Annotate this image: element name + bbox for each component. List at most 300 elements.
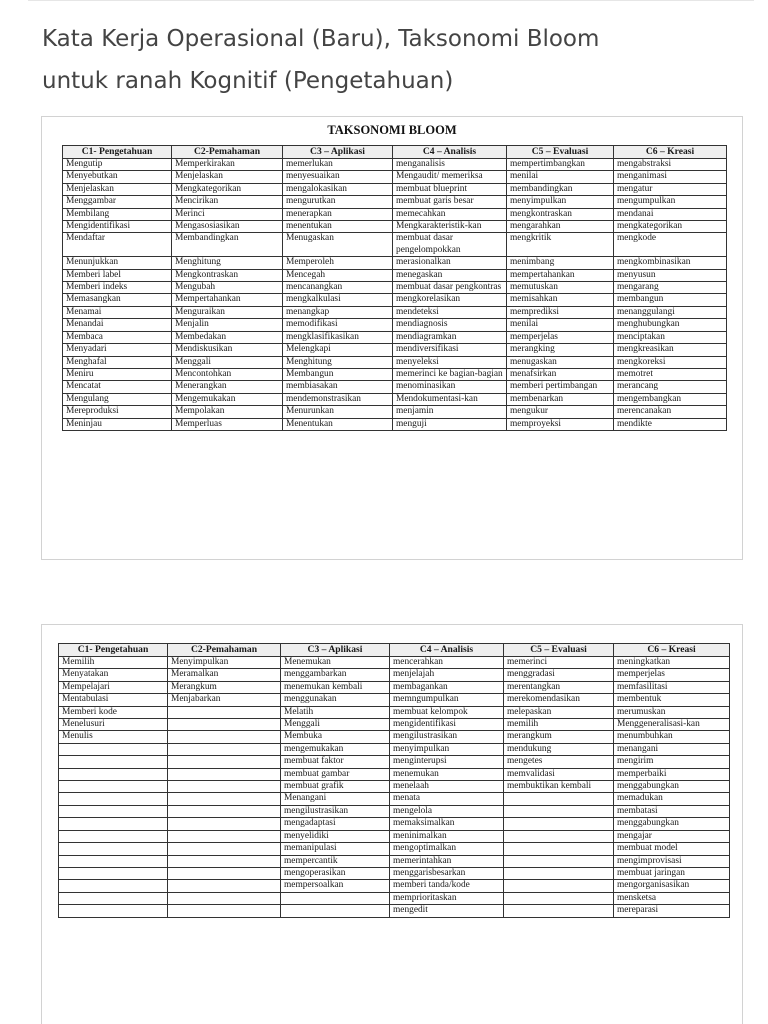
table-cell: menangkap (283, 306, 393, 318)
table-row (59, 830, 730, 842)
table-cell (59, 805, 168, 817)
table-cell: membuktikan kembali (504, 781, 614, 793)
table-cell (59, 793, 168, 805)
table-cell: memerlukan (283, 159, 393, 171)
table-row (59, 781, 730, 793)
table-row (63, 306, 727, 318)
table-cell: memadukan (614, 793, 730, 805)
table-cell: memerintahkan (390, 855, 504, 867)
table-cell (168, 905, 281, 917)
table-cell: merasionalkan (393, 257, 507, 269)
table-cell (504, 905, 614, 917)
table-cell: Mengutip (63, 159, 172, 171)
table-cell: membuat dasar pengelompokkan (393, 233, 507, 257)
table-cell: Menyatakan (59, 669, 168, 681)
table-cell: Mengemukakan (172, 393, 283, 405)
table-cell: Merinci (172, 208, 283, 220)
table-cell: menyesuaikan (283, 171, 393, 183)
table-cell: membuat grafik (281, 781, 390, 793)
table-cell: menominasikan (393, 381, 507, 393)
table-row (59, 719, 730, 731)
column-header: C5 – Evaluasi (507, 146, 614, 159)
table-cell: Menerangkan (172, 381, 283, 393)
table-cell: Menyimpulkan (168, 657, 281, 669)
table-cell: merentangkan (504, 681, 614, 693)
table-cell: mengoptimalkan (390, 843, 504, 855)
table-cell: menyeleksi (393, 356, 507, 368)
table-cell: mengetes (504, 756, 614, 768)
table-cell: Membilang (63, 208, 172, 220)
table-row (63, 381, 727, 393)
table-cell: mengemukakan (281, 743, 390, 755)
table-cell: menggunakan (281, 694, 390, 706)
table-row (63, 331, 727, 343)
table-row (63, 196, 727, 208)
table-cell: mempersoalkan (281, 880, 390, 892)
column-header: C6 – Kreasi (614, 146, 727, 159)
top-divider (28, 0, 754, 1)
table-cell: menyelidiki (281, 830, 390, 842)
table-cell (168, 781, 281, 793)
table-cell: mendanai (614, 208, 727, 220)
table-cell: membagankan (390, 681, 504, 693)
table-cell: Menjabarkan (168, 694, 281, 706)
column-header: C4 – Analisis (393, 146, 507, 159)
table-cell: menganalisis (393, 159, 507, 171)
table-cell: mendiversifikasi (393, 344, 507, 356)
table-cell: menggarisbesarkan (390, 867, 504, 879)
table-cell: menanggulangi (614, 306, 727, 318)
table-cell: memproyeksi (507, 418, 614, 430)
table-cell: menjelajah (390, 669, 504, 681)
table-cell: memisahkan (507, 294, 614, 306)
table-cell: Mengidentifikasi (63, 221, 172, 233)
table-cell: Mempolakan (172, 406, 283, 418)
table-row (59, 694, 730, 706)
table-cell: mendukung (504, 743, 614, 755)
table-cell (59, 818, 168, 830)
table-cell: Menggali (172, 356, 283, 368)
table-cell: Menamai (63, 306, 172, 318)
table-cell: membuat model (614, 843, 730, 855)
column-header: C2-Pemahaman (168, 644, 281, 657)
table-row (59, 768, 730, 780)
table-cell: mengukur (507, 406, 614, 418)
table-cell: Melengkapi (283, 344, 393, 356)
table-cell: mengadaptasi (281, 818, 390, 830)
table-cell: Menandai (63, 319, 172, 331)
table-cell: memperbaiki (614, 768, 730, 780)
column-header: C3 – Aplikasi (283, 146, 393, 159)
table-cell (504, 855, 614, 867)
table-cell: memperjelas (507, 331, 614, 343)
table-row (63, 171, 727, 183)
table-cell: mengklasifikasikan (283, 331, 393, 343)
table-row (63, 183, 727, 195)
column-header: C3 – Aplikasi (281, 644, 390, 657)
table-cell: mendiagnosis (393, 319, 507, 331)
bloom-taxonomy-image-2 (41, 624, 743, 1024)
table-cell: mengatur (614, 183, 727, 195)
table-cell: Mengulang (63, 393, 172, 405)
table-cell: menilai (507, 319, 614, 331)
table-cell: menemukan (390, 768, 504, 780)
table-cell: mengkalkulasi (283, 294, 393, 306)
table-cell: menerapkan (283, 208, 393, 220)
table-cell: menjamin (393, 406, 507, 418)
table-cell (168, 867, 281, 879)
table-cell: membangun (614, 294, 727, 306)
table-cell: memvalidasi (504, 768, 614, 780)
table-cell: Memperluas (172, 418, 283, 430)
table-cell: mengumpulkan (614, 196, 727, 208)
table-cell: Mendokumentasi-kan (393, 393, 507, 405)
table-cell: menentukan (283, 221, 393, 233)
table-cell (504, 793, 614, 805)
table-cell: mengkombinasikan (614, 257, 727, 269)
table-row (59, 843, 730, 855)
table-cell: menugaskan (507, 356, 614, 368)
table-cell: memberi pertimbangan (507, 381, 614, 393)
table-cell: mengedit (390, 905, 504, 917)
table-cell: Memperoleh (283, 257, 393, 269)
table-cell: mengabstraksi (614, 159, 727, 171)
table-cell: menafsirkan (507, 368, 614, 380)
table-cell (168, 843, 281, 855)
table-cell: Menggali (281, 719, 390, 731)
table-cell: Menggambar (63, 196, 172, 208)
table-cell (59, 768, 168, 780)
table-cell: Membedakan (172, 331, 283, 343)
table-cell (168, 805, 281, 817)
table-cell: merangkum (504, 731, 614, 743)
table-cell: mensketsa (614, 892, 730, 904)
table-cell: memodifikasi (283, 319, 393, 331)
table-cell: Mendiskusikan (172, 344, 283, 356)
table-cell: Merangkum (168, 681, 281, 693)
table-row (63, 257, 727, 269)
table-cell: Membuka (281, 731, 390, 743)
table-cell (281, 892, 390, 904)
table-cell: menghubungkan (614, 319, 727, 331)
table-cell: Mencegah (283, 269, 393, 281)
table-cell (168, 818, 281, 830)
table-cell: mencanangkan (283, 282, 393, 294)
table-cell: meninimalkan (390, 830, 504, 842)
table-cell: mengurutkan (283, 196, 393, 208)
table-cell: memfasilitasi (614, 681, 730, 693)
table-cell: Memberi kode (59, 706, 168, 718)
column-header: C4 – Analisis (390, 644, 504, 657)
table-row (59, 793, 730, 805)
column-header: C6 – Kreasi (614, 644, 730, 657)
table-cell: memanipulasi (281, 843, 390, 855)
table-cell: mengkoreksi (614, 356, 727, 368)
table-row (63, 344, 727, 356)
table-cell (168, 855, 281, 867)
table-cell: Menghitung (283, 356, 393, 368)
table-row (63, 393, 727, 405)
table-cell: mempertimbangkan (507, 159, 614, 171)
table-cell: mendiagramkan (393, 331, 507, 343)
page-title-line-2: untuk ranah Kognitif (Pengetahuan) (42, 68, 454, 94)
table-cell: Menurunkan (283, 406, 393, 418)
table-cell (59, 880, 168, 892)
table-cell (504, 892, 614, 904)
table-row (59, 669, 730, 681)
table-cell (168, 743, 281, 755)
table-cell: Menghafal (63, 356, 172, 368)
table-row (63, 233, 727, 257)
table-cell: mendeteksi (393, 306, 507, 318)
bloom-taxonomy-image-1 (41, 116, 743, 560)
table-cell: memngumpulkan (390, 694, 504, 706)
table-cell (59, 867, 168, 879)
table-cell: mengkritik (507, 233, 614, 257)
table-cell: Membandingkan (172, 233, 283, 257)
table-cell: memotret (614, 368, 727, 380)
table-title: TAKSONOMI BLOOM (327, 123, 457, 137)
table-cell (59, 855, 168, 867)
table-cell (281, 905, 390, 917)
table-cell: menganimasi (614, 171, 727, 183)
table-cell: memerinci (504, 657, 614, 669)
table-row (63, 319, 727, 331)
table-row (63, 294, 727, 306)
table-row (59, 681, 730, 693)
table-cell: Mengubah (172, 282, 283, 294)
table-cell: membiasakan (283, 381, 393, 393)
table-cell: mendemonstrasikan (283, 393, 393, 405)
table-row (63, 418, 727, 430)
table-cell: mereparasi (614, 905, 730, 917)
table-cell: membenarkan (507, 393, 614, 405)
table-row (63, 208, 727, 220)
column-header: C1- Pengetahuan (59, 644, 168, 657)
table-cell: menemukan kembali (281, 681, 390, 693)
table-cell: Menemukan (281, 657, 390, 669)
table-cell: membuat faktor (281, 756, 390, 768)
table-cell: merumuskan (614, 706, 730, 718)
table-cell (59, 843, 168, 855)
table-cell: memerinci ke bagian-bagian (393, 368, 507, 380)
table-row (59, 892, 730, 904)
table-cell: merencanakan (614, 406, 727, 418)
table-row (63, 221, 727, 233)
table-cell: menilai (507, 171, 614, 183)
table-row (59, 731, 730, 743)
table-cell (168, 731, 281, 743)
table-cell: menggabungkan (614, 781, 730, 793)
table-cell: Menunjukkan (63, 257, 172, 269)
table-row (63, 356, 727, 368)
table-cell: merekomendasikan (504, 694, 614, 706)
table-cell: mengorganisasikan (614, 880, 730, 892)
column-header: C1- Pengetahuan (63, 146, 172, 159)
table-cell: Mengaudit/ memeriksa (393, 171, 507, 183)
table-cell: mengkorelasikan (393, 294, 507, 306)
table-row (63, 269, 727, 281)
table-cell: Mencatat (63, 381, 172, 393)
table-header-row (59, 644, 730, 657)
table-cell: menggambarkan (281, 669, 390, 681)
table-cell: Menjelaskan (63, 183, 172, 195)
table-row (59, 905, 730, 917)
table-cell: Memberi label (63, 269, 172, 281)
table-cell: memprediksi (507, 306, 614, 318)
table-cell: mengkategorikan (614, 221, 727, 233)
table-cell: menggradasi (504, 669, 614, 681)
table-cell: Mengasosiasikan (172, 221, 283, 233)
table-cell: membuat jaringan (614, 867, 730, 879)
table-cell: Membangun (283, 368, 393, 380)
table-cell: mendikte (614, 418, 727, 430)
table-cell: memutuskan (507, 282, 614, 294)
table-cell: mengembangkan (614, 393, 727, 405)
table-cell (504, 805, 614, 817)
bloom-taxonomy-table-1 (62, 145, 727, 431)
table-cell (59, 743, 168, 755)
page-title (42, 18, 742, 102)
table-cell: Menyadari (63, 344, 172, 356)
table-cell (504, 880, 614, 892)
table-cell: menyimpulkan (507, 196, 614, 208)
table-row (63, 159, 727, 171)
table-cell: menginterupsi (390, 756, 504, 768)
table-cell: Menggeneralisasi-kan (614, 719, 730, 731)
table-row (59, 855, 730, 867)
table-cell: Memasangkan (63, 294, 172, 306)
table-cell: Menulis (59, 731, 168, 743)
table-cell (168, 830, 281, 842)
table-cell: mengidentifikasi (390, 719, 504, 731)
table-cell: Mencontohkan (172, 368, 283, 380)
table-row (59, 818, 730, 830)
table-cell: Menelusuri (59, 719, 168, 731)
table-cell: menguji (393, 418, 507, 430)
table-cell: menyusun (614, 269, 727, 281)
table-cell: Mendaftar (63, 233, 172, 257)
table-cell: Memilih (59, 657, 168, 669)
table-cell (168, 768, 281, 780)
bloom-taxonomy-table-2 (58, 643, 730, 918)
table-row (59, 880, 730, 892)
table-cell: Meramalkan (168, 669, 281, 681)
table-cell (168, 719, 281, 731)
table-cell (59, 892, 168, 904)
table-cell: menelaah (390, 781, 504, 793)
table-cell (168, 793, 281, 805)
table-row (63, 282, 727, 294)
table-row (59, 657, 730, 669)
table-cell (504, 830, 614, 842)
table-cell: Mentabulasi (59, 694, 168, 706)
table-cell: Mempertahankan (172, 294, 283, 306)
column-header: C2-Pemahaman (172, 146, 283, 159)
table-cell: Menentukan (283, 418, 393, 430)
table-cell: Menangani (281, 793, 390, 805)
table-cell: membentuk (614, 694, 730, 706)
table-cell (168, 880, 281, 892)
table-cell: Menyebutkan (63, 171, 172, 183)
table-cell: mengalokasikan (283, 183, 393, 195)
table-cell: Menghitung (172, 257, 283, 269)
table-cell: mengimprovisasi (614, 855, 730, 867)
table-cell: meningkatkan (614, 657, 730, 669)
table-cell (59, 756, 168, 768)
table-row (59, 706, 730, 718)
table-cell: menimbang (507, 257, 614, 269)
table-cell: Melatih (281, 706, 390, 718)
table-cell: mengirim (614, 756, 730, 768)
table-cell: memilih (504, 719, 614, 731)
table-cell (59, 781, 168, 793)
table-cell: memaksimalkan (390, 818, 504, 830)
table-cell: Mereproduksi (63, 406, 172, 418)
table-cell (504, 818, 614, 830)
table-cell: mengelola (390, 805, 504, 817)
table-cell: Menjelaskan (172, 171, 283, 183)
table-cell: Mengkontraskan (172, 269, 283, 281)
table-cell: membandingkan (507, 183, 614, 195)
table-cell: membatasi (614, 805, 730, 817)
table-cell: membuat gambar (281, 768, 390, 780)
table-cell: Menugaskan (283, 233, 393, 257)
table-header-row (63, 146, 727, 159)
table-cell: menciptakan (614, 331, 727, 343)
table-cell: mengilustrasikan (281, 805, 390, 817)
table-row (59, 756, 730, 768)
table-row (59, 867, 730, 879)
table-cell: Memberi indeks (63, 282, 172, 294)
table-cell: mengoperasikan (281, 867, 390, 879)
table-cell: mencerahkan (390, 657, 504, 669)
table-cell: memberi tanda/kode (390, 880, 504, 892)
table-cell: menumbuhkan (614, 731, 730, 743)
table-cell: mempertahankan (507, 269, 614, 281)
table-cell: membuat dasar pengkontras (393, 282, 507, 294)
table-cell: melepaskan (504, 706, 614, 718)
table-cell: mengkreasikan (614, 344, 727, 356)
table-cell (59, 905, 168, 917)
table-cell: Meninjau (63, 418, 172, 430)
table-cell (168, 892, 281, 904)
table-cell: membuat garis besar (393, 196, 507, 208)
table-cell: memecahkan (393, 208, 507, 220)
table-cell: mengarahkan (507, 221, 614, 233)
table-cell: menegaskan (393, 269, 507, 281)
table-cell: menata (390, 793, 504, 805)
table-cell: menyimpulkan (390, 743, 504, 755)
table-cell: Menguraikan (172, 306, 283, 318)
table-cell (504, 867, 614, 879)
table-cell: mengkontraskan (507, 208, 614, 220)
table-cell: Menjalin (172, 319, 283, 331)
table-cell: Membaca (63, 331, 172, 343)
table-row (59, 743, 730, 755)
page-title-line-1: Kata Kerja Operasional (Baru), Taksonomi Bloom (42, 26, 600, 52)
table-cell (168, 706, 281, 718)
table-cell: mengkode (614, 233, 727, 257)
table-cell: mengarang (614, 282, 727, 294)
table-cell: mengilustrasikan (390, 731, 504, 743)
table-row (59, 805, 730, 817)
table-cell (504, 843, 614, 855)
table-cell: Mempelajari (59, 681, 168, 693)
table-cell: menggabungkan (614, 818, 730, 830)
table-cell: merancang (614, 381, 727, 393)
table-cell: menangani (614, 743, 730, 755)
